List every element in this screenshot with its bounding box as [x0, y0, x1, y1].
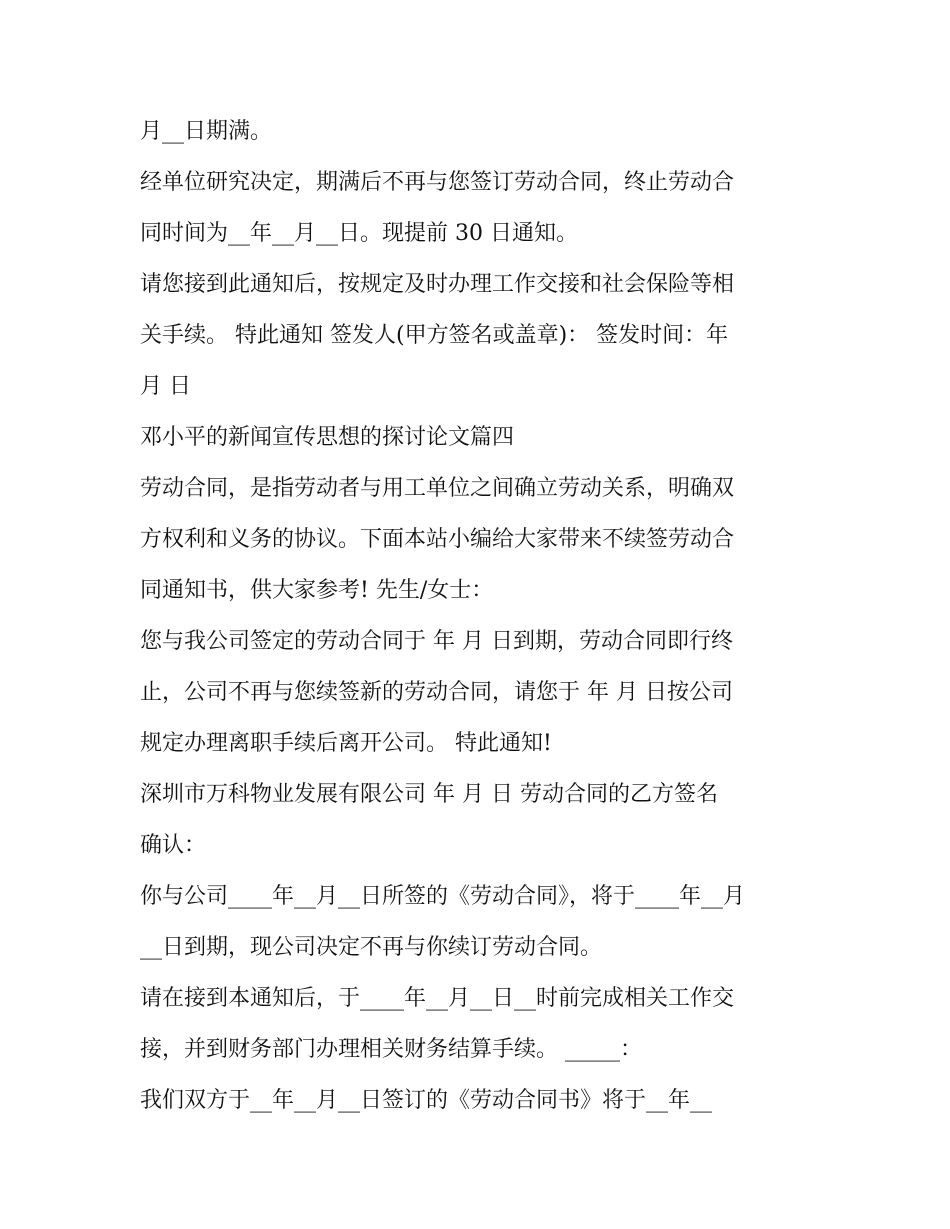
text-line: 你与公司____年__月__日所签的《劳动合同》，将于____年__月: [140, 884, 746, 909]
text-line: 请您接到此通知后，按规定及时办理工作交接和社会保险等相: [140, 272, 735, 297]
text-line: __日到期，现公司决定不再与你续订劳动合同。: [140, 935, 603, 960]
text-line: 劳动合同，是指劳动者与用工单位之间确立劳动关系，明确双: [140, 476, 735, 501]
document-body: [140, 106, 820, 1126]
text-line: 深圳市万科物业发展有限公司 年 月 日 劳动合同的乙方签名: [140, 782, 718, 807]
text-line: 月 日: [140, 374, 191, 399]
text-line: 您与我公司签定的劳动合同于 年 月 日到期，劳动合同即行终: [140, 629, 733, 654]
text-line: 规定办理离职手续后离开公司。 特此通知!: [140, 731, 552, 756]
text-line: 止，公司不再与您续签新的劳动合同，请您于 年 月 日按公司: [140, 680, 733, 705]
text-line: 经单位研究决定，期满后不再与您签订劳动合同，终止劳动合: [140, 170, 735, 195]
text-line: 同时间为__年__月__日。现提前 30 日通知。: [140, 221, 578, 246]
text-line: 请在接到本通知后，于____年__月__日__时前完成相关工作交: [140, 986, 735, 1011]
section-heading: 邓小平的新闻宣传思想的探讨论文篇四: [140, 425, 515, 450]
text-line: 月__日期满。: [140, 119, 273, 144]
text-line: 方权利和义务的协议。下面本站小编给大家带来不续签劳动合: [140, 527, 735, 552]
text-line: 接，并到财务部门办理相关财务结算手续。 _____：: [140, 1037, 642, 1062]
text-line: 同通知书，供大家参考! 先生/女士：: [140, 578, 494, 603]
text-line: 我们双方于__年__月__日签订的《劳动合同书》将于__年__: [140, 1088, 713, 1113]
text-line: 确认：: [140, 833, 207, 858]
text-line: 关手续。 特此通知 签发人(甲方签名或盖章)： 签发时间：年: [140, 323, 729, 348]
